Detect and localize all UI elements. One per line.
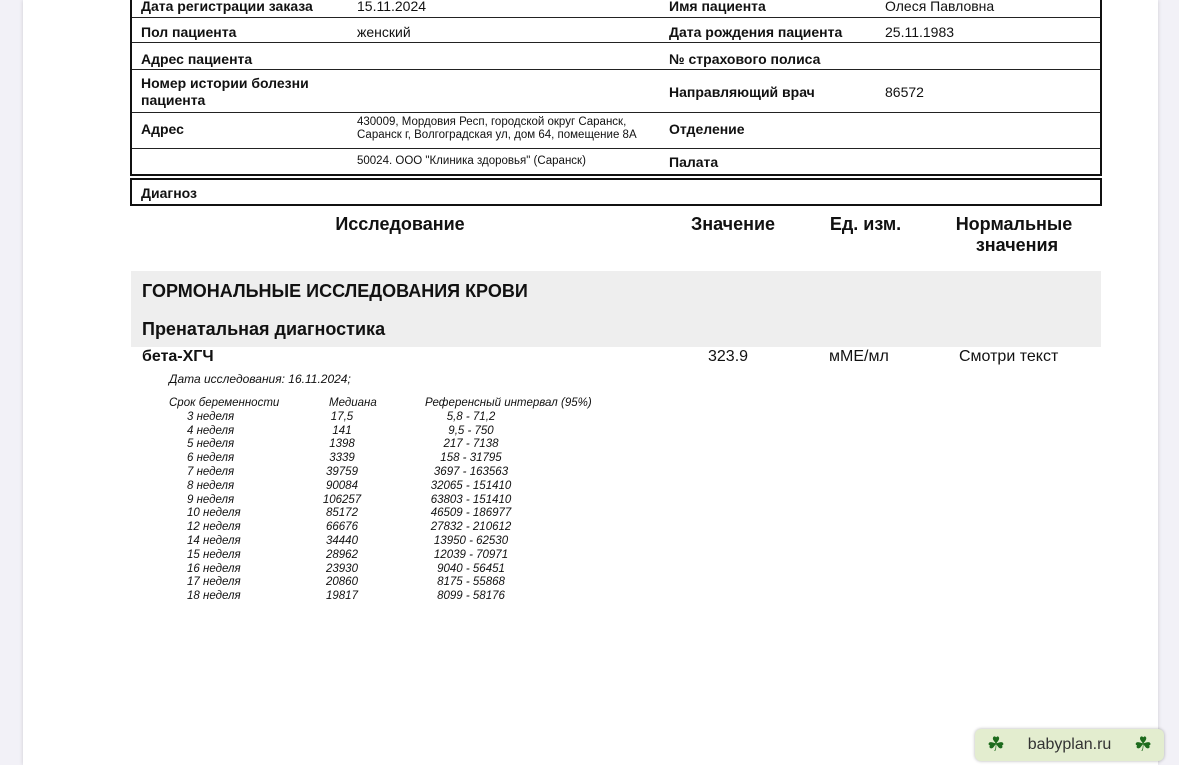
section-title: ГОРМОНАЛЬНЫЕ ИССЛЕДОВАНИЯ КРОВИ xyxy=(142,281,528,301)
column-normal-line1: Нормальные xyxy=(955,214,1073,234)
reference-term: 18 неделя xyxy=(187,590,241,603)
reference-interval: 217 - 7138 xyxy=(443,438,499,451)
reference-interval: 12039 - 70971 xyxy=(433,548,509,561)
birth-date-value: 25.11.1983 xyxy=(885,24,955,40)
sex-value: женский xyxy=(357,24,411,40)
reference-interval: 32065 - 151410 xyxy=(430,479,512,492)
reference-interval: 8175 - 55868 xyxy=(437,576,505,589)
reference-interval: 8099 - 58176 xyxy=(437,590,505,603)
reference-term: 8 неделя xyxy=(187,479,235,492)
order-date-value: 15.11.2024 xyxy=(357,0,427,14)
reference-median: 1398 xyxy=(329,438,355,451)
reference-interval: 9,5 - 750 xyxy=(448,424,494,437)
reference-median: 20860 xyxy=(326,576,358,589)
reference-median: 141 xyxy=(332,424,352,437)
patient-name-value: Олеся Павловна xyxy=(885,0,995,14)
history-label-line2: пациента xyxy=(141,92,206,108)
reference-interval: 63803 - 151410 xyxy=(430,493,512,506)
policy-label: № страхового полиса xyxy=(669,51,821,67)
reference-interval: 158 - 31795 xyxy=(440,452,502,465)
diagnosis-box xyxy=(130,178,1102,206)
reference-median: 106257 xyxy=(322,493,362,506)
clinic-address-line1: 430009, Мордовия Респ, городской округ Саранск, xyxy=(357,116,627,128)
study-date: Дата исследования: 16.11.2024; xyxy=(169,372,351,386)
clinic-address-label: Адрес xyxy=(141,121,184,137)
reference-median: 39759 xyxy=(326,465,358,478)
address-label: Адрес пациента xyxy=(141,51,253,67)
reference-median: 66676 xyxy=(326,521,358,534)
column-units: Ед. изм. xyxy=(829,214,902,234)
reference-interval: 46509 - 186977 xyxy=(430,507,512,520)
reference-median: 19817 xyxy=(326,590,358,603)
doctor-label: Направляющий врач xyxy=(669,84,815,100)
reference-interval: 27832 - 210612 xyxy=(430,521,512,534)
clover-icon: ☘ xyxy=(987,734,1005,756)
column-study: Исследование xyxy=(335,214,465,234)
clinic-name: 50024. ООО "Клиника здоровья" (Саранск) xyxy=(357,155,586,167)
reference-header-term: Срок беременности xyxy=(169,397,280,409)
reference-term: 5 неделя xyxy=(187,438,235,451)
ward-label: Палата xyxy=(669,154,719,170)
reference-median: 28962 xyxy=(326,548,358,561)
patient-name-label: Имя пациента xyxy=(669,0,766,14)
doctor-value: 86572 xyxy=(885,84,924,100)
clover-icon: ☘ xyxy=(1134,734,1152,756)
reference-term: 10 неделя xyxy=(187,507,241,520)
reference-term: 3 неделя xyxy=(187,410,235,423)
reference-interval: 3697 - 163563 xyxy=(433,465,509,478)
reference-median: 3339 xyxy=(329,452,355,465)
test-value: 323.9 xyxy=(708,348,749,365)
reference-term: 16 неделя xyxy=(187,562,241,575)
watermark-text: babyplan.ru xyxy=(1027,736,1112,753)
reference-interval: 13950 - 62530 xyxy=(433,534,509,547)
reference-term: 17 неделя xyxy=(187,576,241,589)
reference-term: 6 неделя xyxy=(187,452,235,465)
reference-median: 34440 xyxy=(326,534,358,547)
test-normal: Смотри текст xyxy=(959,348,1059,365)
reference-header-median: Медиана xyxy=(329,397,377,409)
reference-term: 7 неделя xyxy=(187,465,235,478)
column-value: Значение xyxy=(690,214,776,234)
reference-median: 90084 xyxy=(326,479,358,492)
history-label-line1: Номер истории болезни xyxy=(141,75,309,91)
reference-term: 4 неделя xyxy=(187,424,235,437)
section-subtitle: Пренатальная диагностика xyxy=(142,319,386,339)
clinic-address-line2: Саранск г, Волгоградская ул, дом 64, помещение 8А xyxy=(357,129,637,141)
reference-header-interval: Референсный интервал (95%) xyxy=(425,397,592,409)
reference-term: 9 неделя xyxy=(187,493,235,506)
reference-interval: 5,8 - 71,2 xyxy=(446,410,496,423)
sex-label: Пол пациента xyxy=(141,24,237,40)
column-normal-line2: значения xyxy=(975,235,1059,255)
reference-median: 85172 xyxy=(326,507,358,520)
birth-date-label: Дата рождения пациента xyxy=(669,24,843,40)
test-name: бета-ХГЧ xyxy=(142,348,214,365)
order-date-label: Дата регистрации заказа xyxy=(141,0,313,14)
reference-term: 12 неделя xyxy=(187,521,241,534)
department-label: Отделение xyxy=(669,121,745,137)
babyplan-watermark[interactable] xyxy=(975,729,1164,761)
reference-interval: 9040 - 56451 xyxy=(437,562,505,575)
reference-term: 14 неделя xyxy=(187,534,241,547)
test-units: мМЕ/мл xyxy=(829,348,889,365)
diagnosis-label: Диагноз xyxy=(141,185,197,201)
reference-median: 23930 xyxy=(326,562,358,575)
reference-term: 15 неделя xyxy=(187,548,241,561)
reference-median: 17,5 xyxy=(330,410,354,423)
